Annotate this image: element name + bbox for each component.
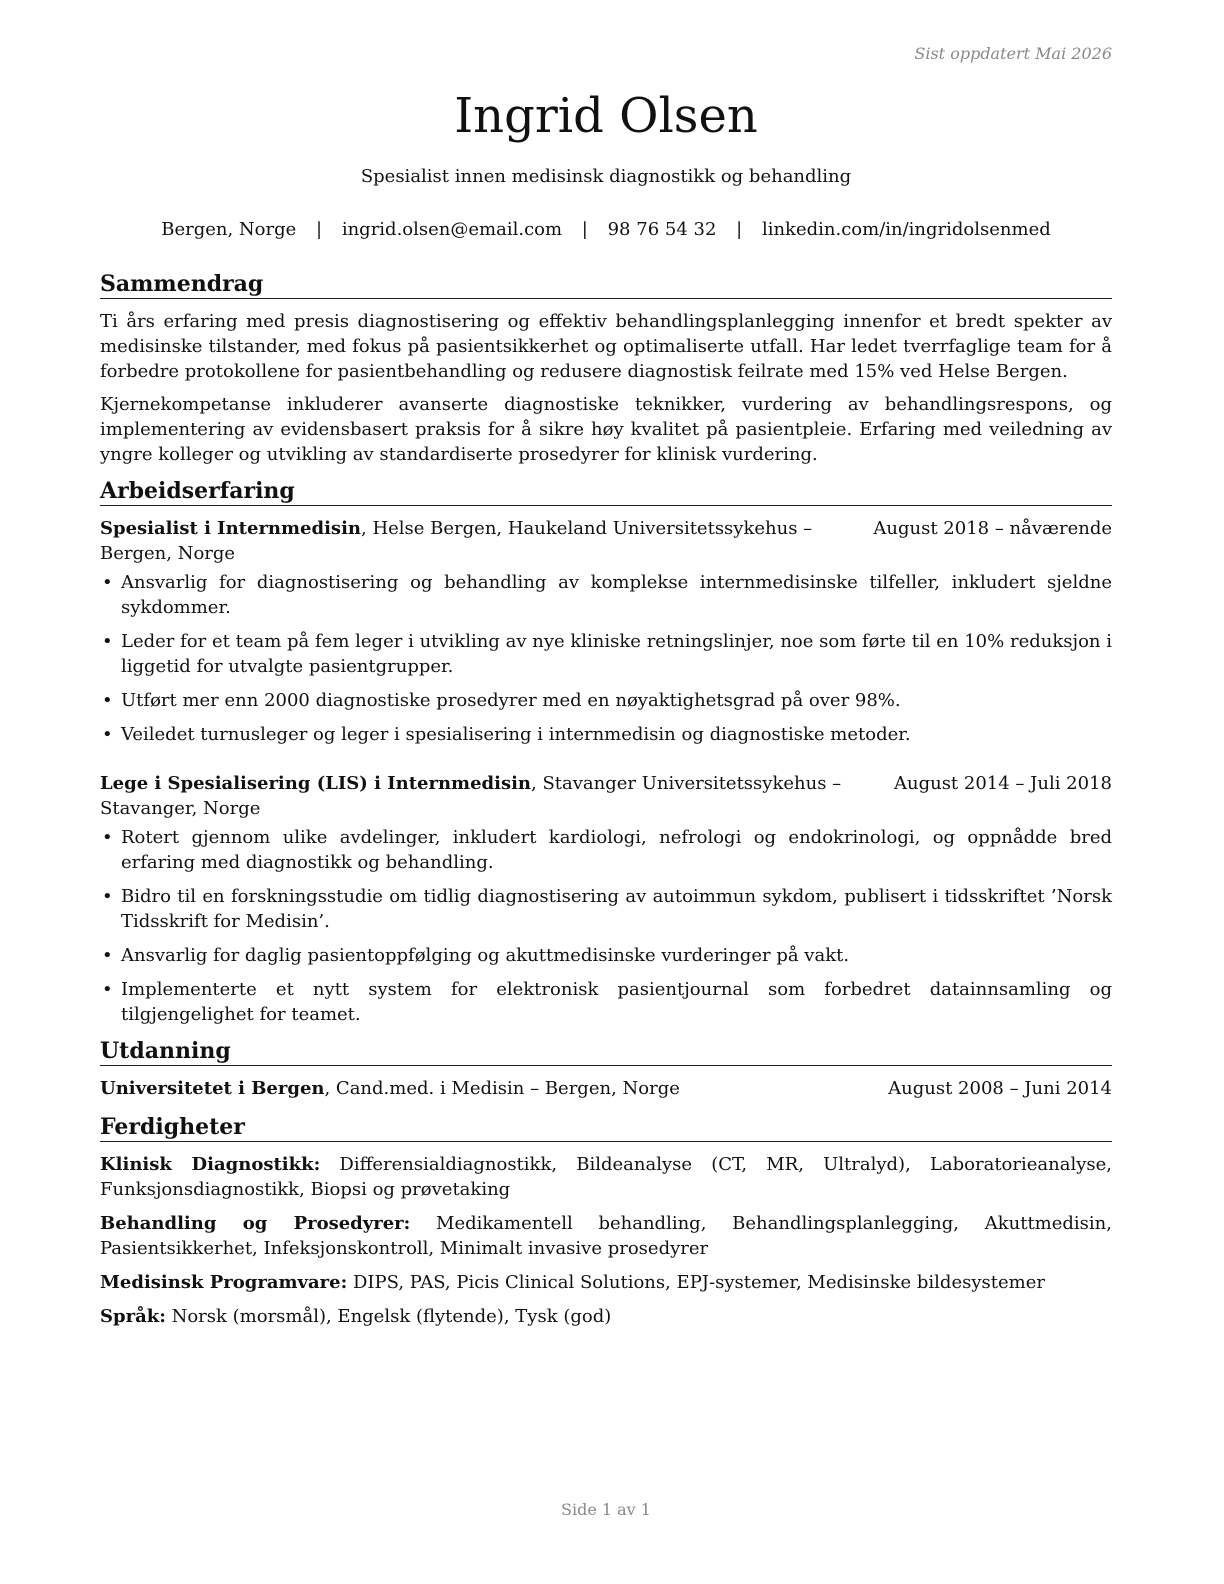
- resume-page: [100, 0, 1112, 1584]
- skill-group: [100, 1304, 1112, 1329]
- skill-label: Språk:: [100, 1306, 166, 1327]
- job-title: Lege i Spesialisering (LIS) i Internmedisin: [100, 773, 532, 794]
- bullet-icon: •: [102, 631, 113, 652]
- skill-group: [100, 1211, 1112, 1261]
- skills-section: [100, 1113, 1112, 1329]
- job-dates: August 2014 – Juli 2018: [893, 773, 1112, 794]
- job-bullet: • Utført mer enn 2000 diagnostiske prosedyrer med en nøyaktighetsgrad på over 98%.: [102, 690, 901, 711]
- last-updated: Sist oppdatert Mai 2026: [914, 44, 1112, 63]
- skill-value: Norsk (morsmål), Engelsk (flytende), Tysk (god): [165, 1306, 612, 1327]
- job-bullet: • Bidro til en forskningsstudie om tidlig diagnostisering av autoimmun sykdom, publisert i tidsskriftet ’Norsk Tidsskrift for Medisin’.: [102, 886, 1112, 932]
- job-organization: , Stavanger Universitetssykehus – Stavanger, Norge: [100, 773, 842, 819]
- resume-content: [100, 270, 1112, 1339]
- skill-value: DIPS, PAS, Picis Clinical Solutions, EPJ-systemer, Medisinske bildesystemer: [347, 1272, 1045, 1293]
- job-bullet: • Ansvarlig for daglig pasientoppfølging og akuttmedisinske vurderinger på vakt.: [102, 945, 850, 966]
- education-dates: August 2008 – Juni 2014: [888, 1078, 1112, 1099]
- job-bullets: [100, 570, 1112, 747]
- skill-value: Medikamentell behandling, Behandlingsplanlegging, Akuttmedisin, Pasientsikkerhet, Infeksjonskontroll, Minimalt invasive prosedyrer: [100, 1213, 1112, 1259]
- section-heading-summary: Sammendrag: [100, 270, 1112, 299]
- contact-phone[interactable]: 98 76 54 32: [607, 219, 717, 240]
- job-dates: August 2018 – nåværende: [873, 518, 1112, 539]
- bullet-icon: •: [102, 724, 113, 745]
- page-number: Side 1 av 1: [561, 1500, 651, 1519]
- job-bullet: • Veiledet turnusleger og leger i spesialisering i internmedisin og diagnostiske metoder.: [102, 724, 911, 745]
- bullet-icon: •: [102, 572, 113, 593]
- job-header: [100, 771, 1112, 821]
- education-section: [100, 1037, 1112, 1101]
- bullet-icon: •: [102, 979, 113, 1000]
- skill-label: Behandling og Prosedyrer:: [100, 1213, 411, 1234]
- job-title: Spesialist i Internmedisin: [100, 518, 361, 539]
- skill-value: Differensialdiagnostikk, Bildeanalyse (CT, MR, Ultralyd), Laboratorieanalyse, Funksjonsdiagnostikk, Biopsi og prøvetaking: [100, 1154, 1113, 1200]
- experience-section: [100, 477, 1112, 1027]
- summary-section: [100, 270, 1112, 467]
- job-bullet: • Implementerte et nytt system for elektronisk pasientjournal som forbedret datainnsamling og tilgjengelighet for teamet.: [102, 979, 1112, 1025]
- education-school: Universitetet i Bergen: [100, 1078, 325, 1099]
- skill-group: [100, 1270, 1112, 1295]
- contact-line: [100, 219, 1112, 240]
- bullet-icon: •: [102, 690, 113, 711]
- education-entry: [100, 1076, 1112, 1101]
- contact-separator: |: [316, 219, 323, 240]
- job-organization: , Helse Bergen, Haukeland Universitetssykehus – Bergen, Norge: [100, 518, 813, 564]
- job-entry: [100, 516, 1112, 747]
- job-bullets: [100, 825, 1112, 1027]
- bullet-icon: •: [102, 945, 113, 966]
- contact-location: Bergen, Norge: [161, 219, 297, 240]
- job-bullet: • Leder for et team på fem leger i utvikling av nye kliniske retningslinjer, noe som førte til en 10% reduksjon i liggetid for utvalgte pasientgrupper.: [102, 631, 1112, 677]
- contact-email[interactable]: ingrid.olsen@email.com: [341, 219, 563, 240]
- summary-paragraph: Kjernekompetanse inkluderer avanserte diagnostiske teknikker, vurdering av behandlingsrespons, og implementering av evidensbasert praksis for å sikre høy kvalitet på pasientpleie. Erfaring med veiledning av yngre kolleger og utvikling av standardiserte prosedyrer for klinisk vurdering.: [100, 394, 1112, 465]
- candidate-subtitle: Spesialist innen medisinsk diagnostikk og behandling: [360, 166, 852, 187]
- skill-label: Medisinsk Programvare:: [100, 1272, 348, 1293]
- contact-separator: |: [581, 219, 588, 240]
- bullet-icon: •: [102, 886, 113, 907]
- section-heading-experience: Arbeidserfaring: [100, 477, 1112, 506]
- bullet-icon: •: [102, 827, 113, 848]
- skill-group: [100, 1152, 1112, 1202]
- job-bullet: • Ansvarlig for diagnostisering og behandling av komplekse internmedisinske tilfeller, inkludert sjeldne sykdommer.: [102, 572, 1112, 618]
- job-bullet: • Rotert gjennom ulike avdelinger, inkludert kardiologi, nefrologi og endokrinologi, og oppnådde bred erfaring med diagnostikk og behandling.: [102, 827, 1112, 873]
- candidate-name: Ingrid Olsen: [454, 88, 758, 144]
- contact-separator: |: [736, 219, 743, 240]
- skill-label: Klinisk Diagnostikk:: [100, 1154, 321, 1175]
- job-entry: [100, 771, 1112, 1027]
- section-heading-education: Utdanning: [100, 1037, 1112, 1066]
- education-degree: , Cand.med. i Medisin – Bergen, Norge: [324, 1078, 680, 1099]
- contact-linkedin[interactable]: linkedin.com/in/ingridolsenmed: [761, 219, 1051, 240]
- section-heading-skills: Ferdigheter: [100, 1113, 1112, 1142]
- job-header: [100, 516, 1112, 566]
- summary-paragraph: Ti års erfaring med presis diagnostisering og effektiv behandlingsplanlegging innenfor et bredt spekter av medisinske tilstander, med fokus på pasientsikkerhet og optimaliserte utfall. Har ledet tverrfaglige team for å forbedre protokollene for pasientbehandling og redusere diagnostisk feilrate med 15% ved Helse Bergen.: [100, 311, 1112, 382]
